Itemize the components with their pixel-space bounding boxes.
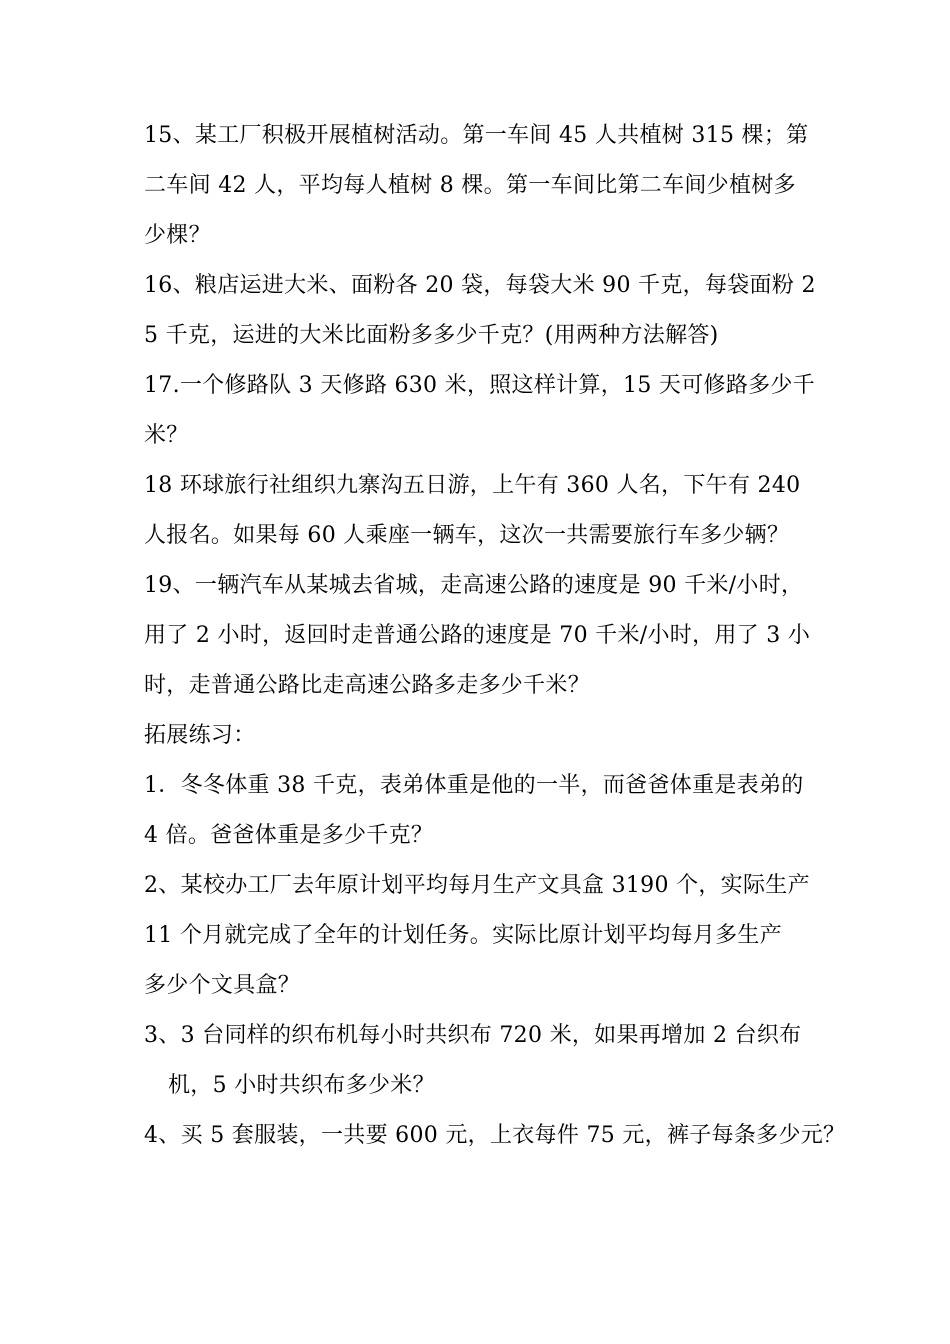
problem-18-line-2: 人报名。如果每 60 人乘座一辆车，这次一共需要旅行车多少辆？	[144, 523, 790, 548]
extension-4-line-1: 4、买 5 套服装，一共要 600 元，上衣每件 75 元，裤子每条多少元？	[144, 1123, 846, 1148]
problem-16-line-2: 5 千克，运进的大米比面粉多多少千克？(用两种方法解答)	[144, 323, 719, 348]
extension-3-line-1: 3、3 台同样的织布机每小时共织布 720 米，如果再增加 2 台织布	[144, 1023, 802, 1048]
problem-17-line-2: 米？	[144, 423, 189, 448]
extension-2-line-2: 11 个月就完成了全年的计划任务。实际比原计划平均每月多生产	[144, 923, 782, 948]
problem-17-line-1: 17.一个修路队 3 天修路 630 米，照这样计算，15 天可修路多少千	[144, 373, 816, 398]
problem-19-line-1: 19、一辆汽车从某城去省城，走高速公路的速度是 90 千米/小时，	[144, 573, 804, 598]
extension-2-line-1: 2、某校办工厂去年原计划平均每月生产文具盒 3190 个，实际生产	[144, 873, 810, 898]
problem-19-line-2: 用了 2 小时，返回时走普通公路的速度是 70 千米/小时，用了 3 小	[144, 623, 811, 648]
problem-15-line-1: 15、某工厂积极开展植树活动。第一车间 45 人共植树 315 棵；第	[144, 123, 809, 148]
problem-16-line-1: 16、粮店运进大米、面粉各 20 袋，每袋大米 90 千克，每袋面粉 2	[144, 273, 816, 298]
section-heading-extension: 拓展练习：	[144, 723, 256, 748]
extension-2-line-3: 多少个文具盒？	[144, 973, 301, 998]
problem-18-line-1: 18 环球旅行社组织九寨沟五日游，上午有 360 人名，下午有 240	[144, 473, 801, 498]
extension-1-line-2: 4 倍。爸爸体重是多少千克？	[144, 823, 434, 848]
problem-19-line-3: 时，走普通公路比走高速公路多走多少千米？	[144, 673, 591, 698]
extension-3-line-2: 机，5 小时共织布多少米？	[168, 1073, 435, 1098]
problem-15-line-2: 二车间 42 人，平均每人植树 8 棵。第一车间比第二车间少植树多	[144, 173, 796, 198]
extension-1-line-1: 1．冬冬体重 38 千克，表弟体重是他的一半，而爸爸体重是表弟的	[144, 773, 804, 798]
problem-15-line-3: 少棵？	[144, 223, 211, 248]
